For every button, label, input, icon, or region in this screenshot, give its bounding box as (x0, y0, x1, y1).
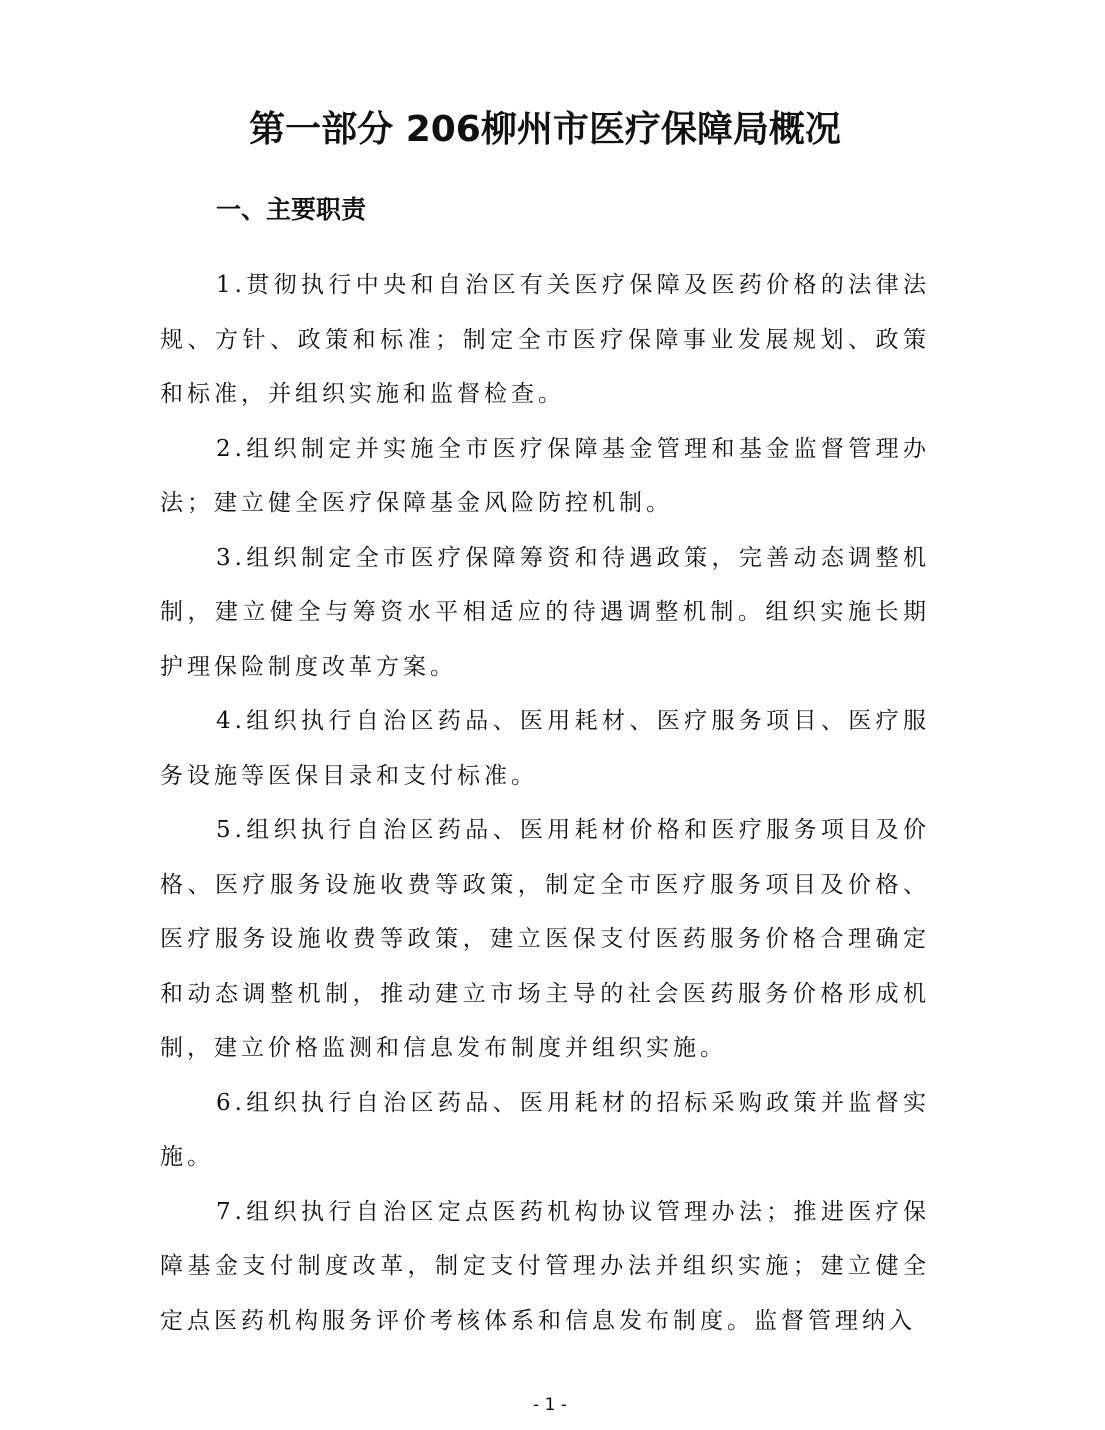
paragraph-6: 6.组织执行自治区药品、医用耗材的招标采购政策并监督实施。 (160, 1089, 930, 1170)
body-text (160, 258, 930, 1348)
section-heading: 一、主要职责 (216, 195, 367, 224)
paragraph-4: 4.组织执行自治区药品、医用耗材、医疗服务项目、医疗服务设施等医保目录和支付标准。 (160, 708, 930, 789)
paragraph-7: 7.组织执行自治区定点医药机构协议管理办法；推进医疗保障基金支付制度改革，制定支付管理办法并组织实施；建立健全定点医药机构服务评价考核体系和信息发布制度。监督管理纳入 (160, 1198, 930, 1334)
paragraph-3: 3.组织制定全市医疗保障筹资和待遇政策，完善动态调整机制，建立健全与筹资水平相适应的待遇调整机制。组织实施长期护理保险制度改革方案。 (160, 544, 930, 680)
page-number: - 1 - (533, 1395, 567, 1415)
paragraph-2: 2.组织制定并实施全市医疗保障基金管理和基金监督管理办法；建立健全医疗保障基金风险防控机制。 (160, 435, 930, 516)
paragraph-1: 1.贯彻执行中央和自治区有关医疗保障及医药价格的法律法规、方针、政策和标准；制定全市医疗保障事业发展规划、政策和标准，并组织实施和监督检查。 (160, 272, 930, 407)
paragraph-5: 5.组织执行自治区药品、医用耗材价格和医疗服务项目及价格、医疗服务设施收费等政策，制定全市医疗服务项目及价格、医疗服务设施收费等政策，建立医保支付医药服务价格合理确定和动态调整机制，推动建立市场主导的社会医药服务价格形成机制，建立价格监测和信息发布制度并组织实施。 (160, 817, 930, 1061)
page-title: 第一部分 206柳州市医疗保障局概况 (249, 109, 841, 150)
